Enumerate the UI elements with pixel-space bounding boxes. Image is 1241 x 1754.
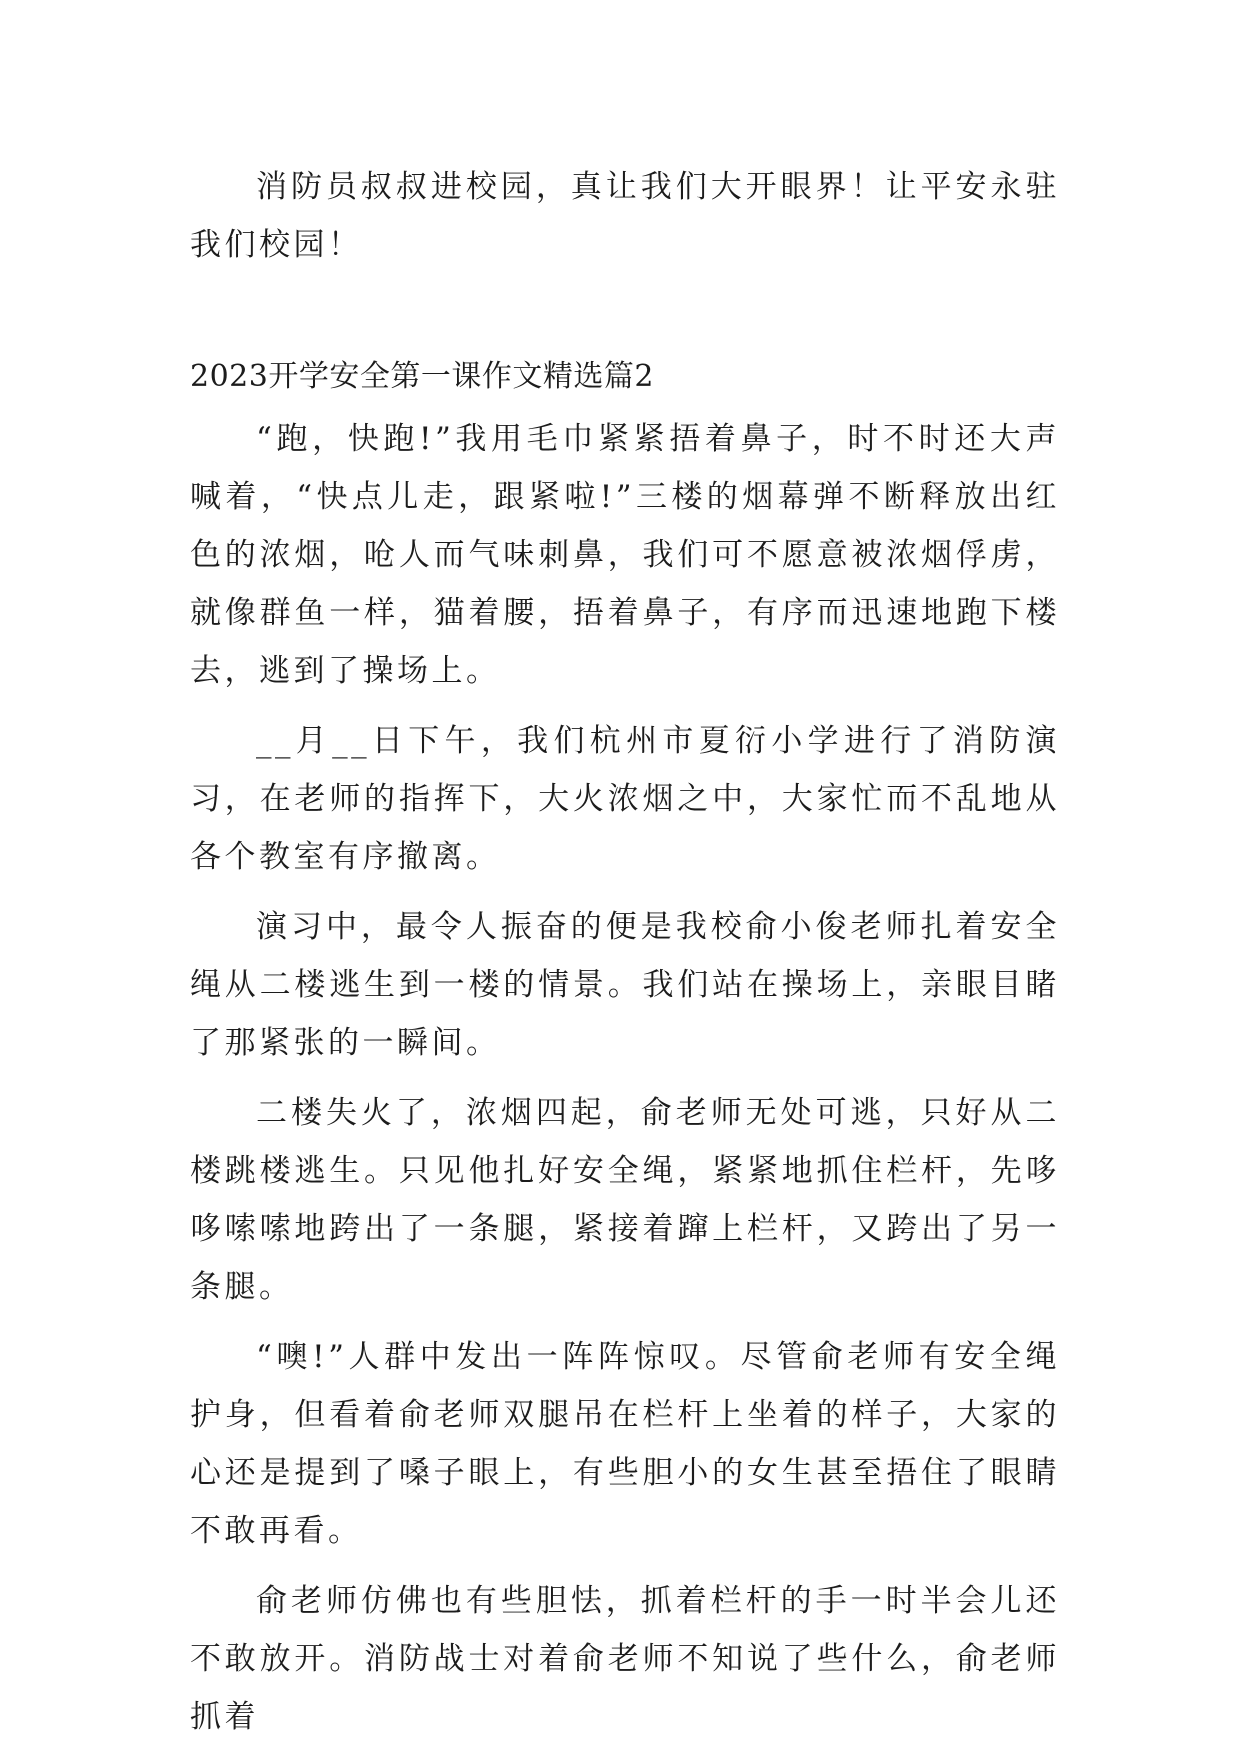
paragraph: “跑，快跑!”我用毛巾紧紧捂着鼻子，时不时还大声喊着，“快点儿走，跟紧啦!”三楼的烟幕弹不断释放出红色的浓烟，呛人而气味刺鼻，我们可不愿意被浓烟俘虏，就像群鱼一样，猫着腰，捂着鼻子，有序而迅速地跑下楼去，逃到了操场上。	[190, 421, 1060, 689]
paragraph-closing: 消防员叔叔进校园，真让我们大开眼界！让平安永驻我们校园！	[190, 169, 1060, 263]
paragraph: 演习中，最令人振奋的便是我校俞小俊老师扎着安全绳从二楼逃生到一楼的情景。我们站在操场上，亲眼目睹了那紧张的一瞬间。	[190, 909, 1060, 1061]
document-body	[190, 158, 1060, 1746]
paragraph: __月__日下午，我们杭州市夏衍小学进行了消防演习，在老师的指挥下，大火浓烟之中，大家忙而不乱地从各个教室有序撤离。	[190, 723, 1060, 875]
section-title: 2023开学安全第一课作文精选篇2	[190, 359, 654, 394]
paragraph: 二楼失火了，浓烟四起，俞老师无处可逃，只好从二楼跳楼逃生。只见他扎好安全绳，紧紧地抓住栏杆，先哆哆嗦嗦地跨出了一条腿，紧接着蹿上栏杆，又跨出了另一条腿。	[190, 1095, 1060, 1305]
paragraph: 俞老师仿佛也有些胆怯，抓着栏杆的手一时半会儿还不敢放开。消防战士对着俞老师不知说了些什么，俞老师抓着	[190, 1583, 1060, 1735]
paragraph: “噢!”人群中发出一阵阵惊叹。尽管俞老师有安全绳护身，但看着俞老师双腿吊在栏杆上坐着的样子，大家的心还是提到了嗓子眼上，有些胆小的女生甚至捂住了眼睛不敢再看。	[190, 1339, 1060, 1549]
